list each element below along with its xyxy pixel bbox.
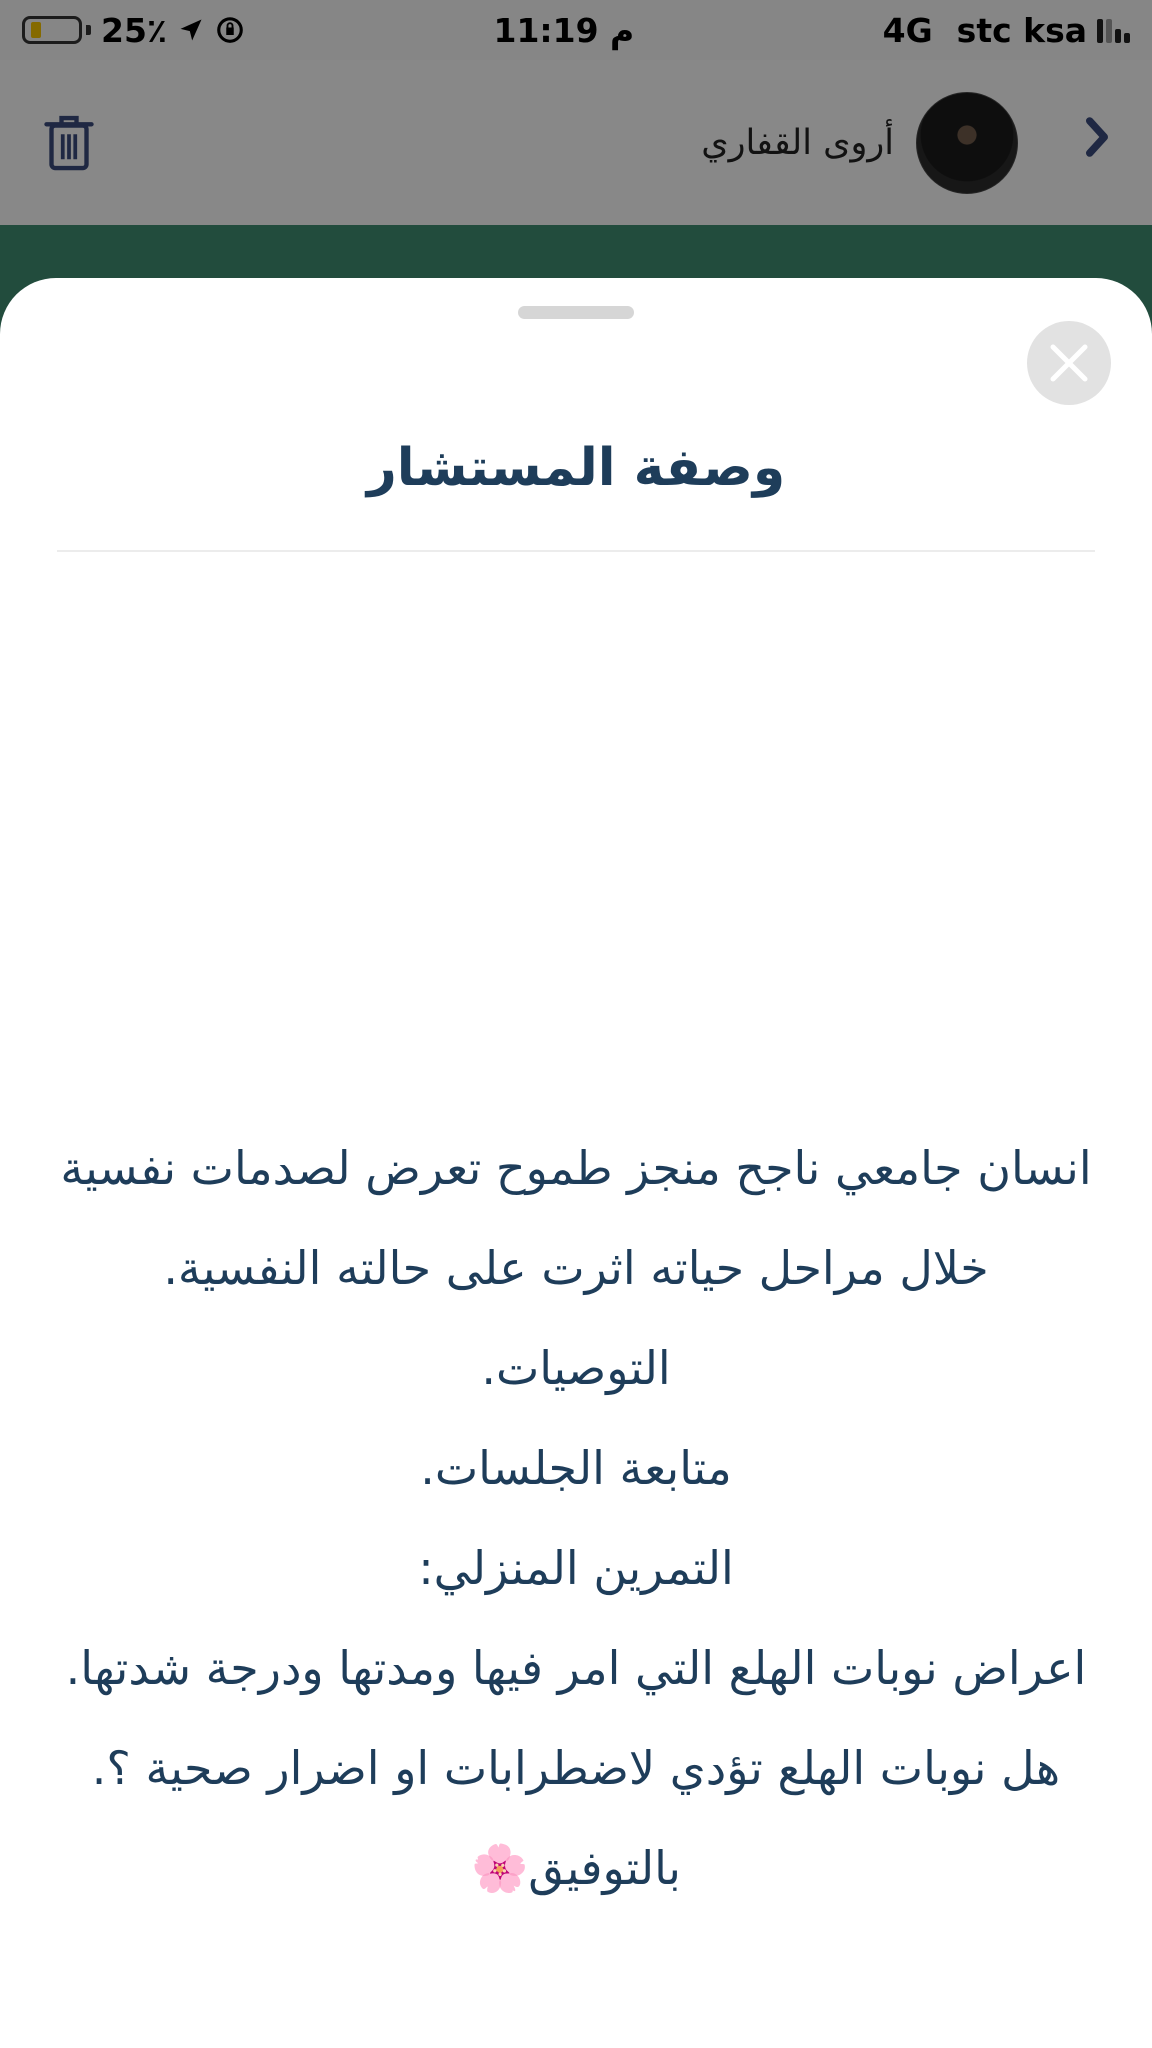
description-line: التوصيات. [481, 1341, 671, 1395]
close-icon [1047, 341, 1091, 385]
clock: 11:19 م [493, 10, 635, 50]
description-line: انسان جامعي ناجح منجز طموح تعرض لصدمات نفسية [60, 1141, 1092, 1195]
battery-percent: 25٪ [101, 10, 168, 50]
description-line: التمرين المنزلي: [418, 1541, 734, 1595]
bottom-sheet [0, 278, 1152, 2048]
description-line: اعراض نوبات الهلع التي امر فيها ومدتها ودرجة شدتها. [65, 1641, 1087, 1695]
close-button[interactable] [1027, 321, 1111, 405]
description-line: بالتوفيق🌸 [471, 1841, 681, 1895]
description-line: هل نوبات الهلع تؤدي لاضطرابات او اضرار صحية ؟. [91, 1741, 1061, 1795]
user-name: أروى القفاري [701, 122, 894, 163]
description-line: متابعة الجلسات. [420, 1441, 732, 1495]
carrier-name: stc ksa [956, 10, 1087, 50]
consultant-prescription-text [0, 1118, 1152, 1918]
description-line: خلال مراحل حياته اثرت على حالته النفسية. [163, 1241, 989, 1295]
sheet-grabber-handle[interactable] [518, 306, 634, 319]
title-divider [57, 550, 1095, 552]
sheet-title: وصفة المستشار [366, 438, 786, 498]
network-type: 4G [882, 10, 933, 50]
